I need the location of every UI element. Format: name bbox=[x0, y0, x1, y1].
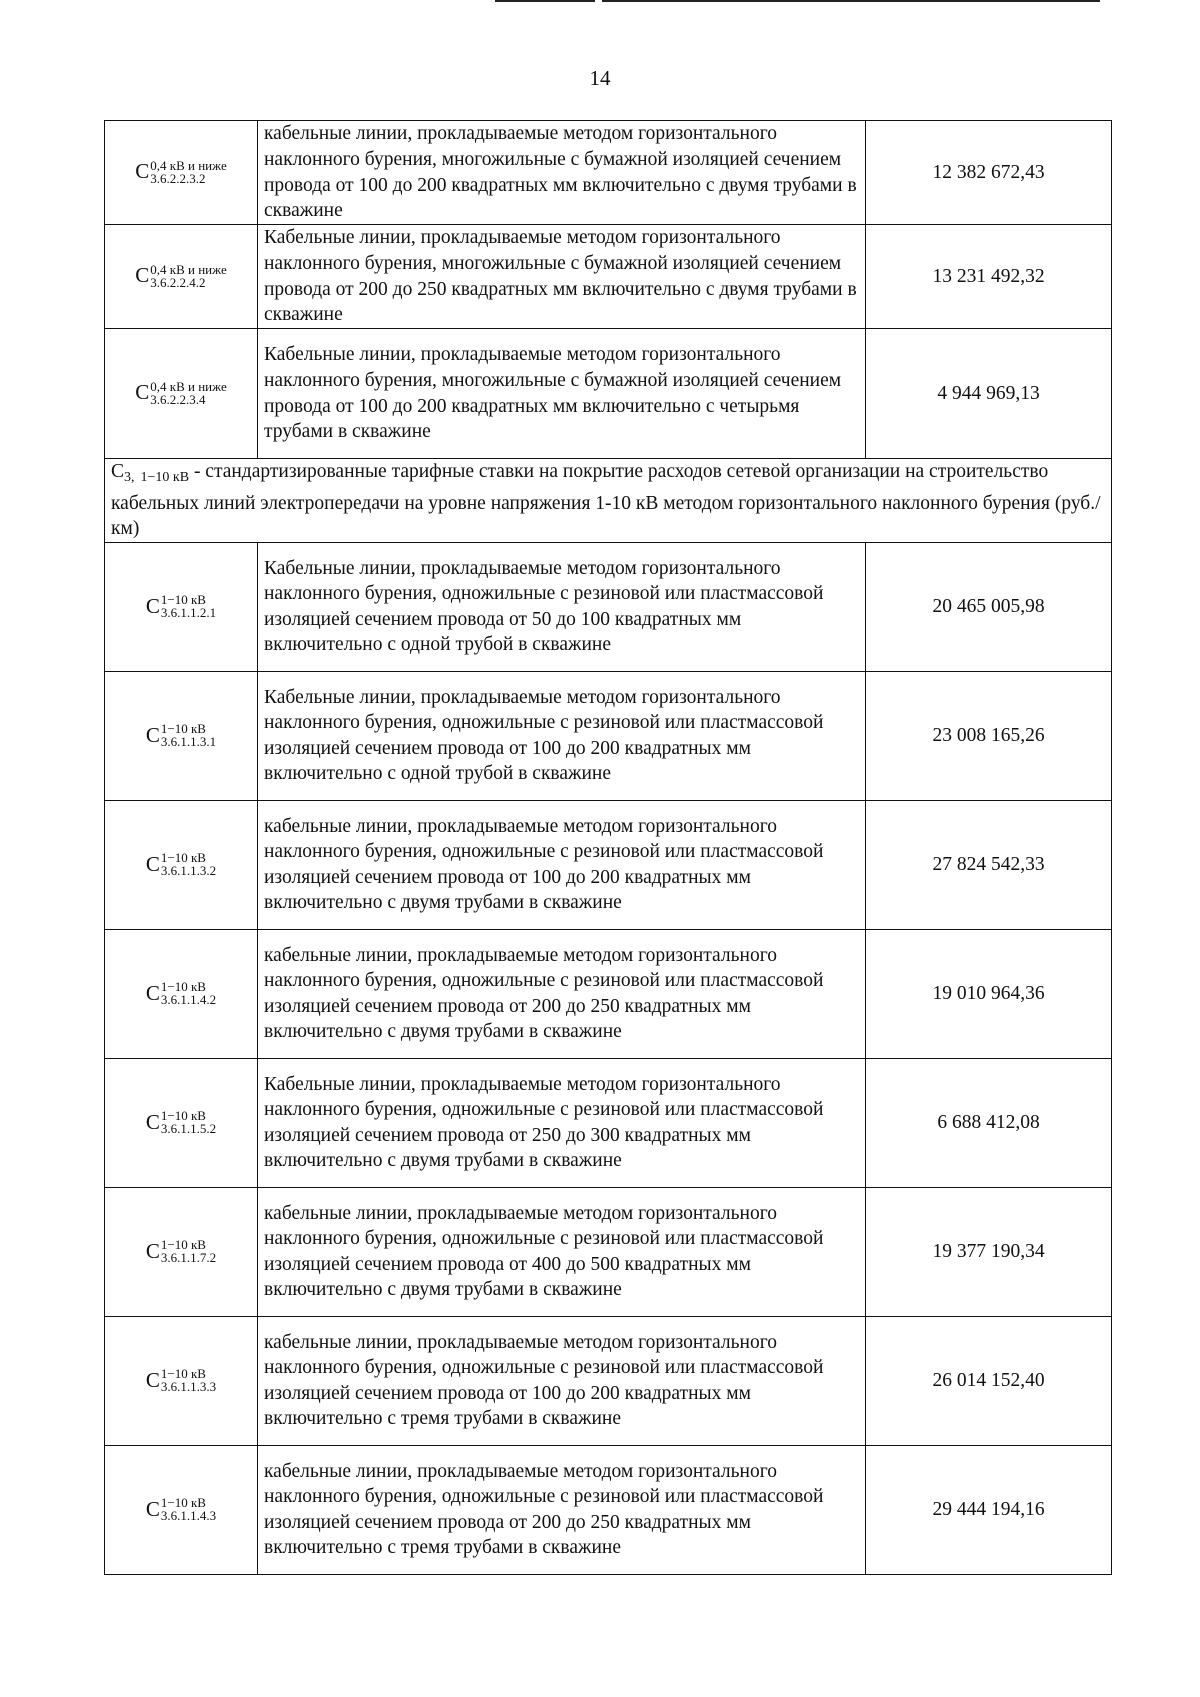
rate-description: кабельные линии, прокладываемые методом горизонтального наклонного бурения, одножильные с резиновой или пластмассовой изоляцией сечением провода от 200 до 250 квадратных мм включительно с двумя трубами в скважине bbox=[258, 929, 866, 1058]
rate-symbol bbox=[135, 263, 226, 289]
table-row bbox=[105, 225, 1112, 329]
rate-code-cell bbox=[105, 121, 258, 225]
section-symbol bbox=[111, 461, 190, 485]
rate-index: 3.6.2.2.3.2 bbox=[150, 171, 206, 187]
rate-code-cell bbox=[105, 1058, 258, 1187]
rate-symbol bbox=[146, 1238, 216, 1264]
rate-symbol-letter: C bbox=[135, 263, 150, 288]
rate-symbol-letter: C bbox=[145, 1109, 160, 1134]
rate-value: 12 382 672,43 bbox=[866, 121, 1112, 225]
rate-code-cell bbox=[105, 800, 258, 929]
rate-description: кабельные линии, прокладываемые методом горизонтального наклонного бурения, одножильные с резиновой или пластмассовой изоляцией сечением провода от 400 до 500 квадратных мм включительно с двумя трубами в скважине bbox=[258, 1187, 866, 1316]
rate-value: 19 010 964,36 bbox=[866, 929, 1112, 1058]
rate-voltage: 0,4 кВ и ниже bbox=[150, 379, 227, 395]
rate-index: 3.6.2.2.3.4 bbox=[150, 392, 206, 408]
rate-symbol-letter: C bbox=[145, 851, 160, 876]
table-row bbox=[105, 329, 1112, 459]
rate-code-cell bbox=[105, 929, 258, 1058]
rate-symbol-letter: C bbox=[145, 1496, 160, 1521]
rate-voltage: 0,4 кВ и ниже bbox=[150, 158, 227, 174]
table-row bbox=[105, 800, 1112, 929]
rate-code-cell bbox=[105, 1445, 258, 1574]
rate-voltage: 1−10 кВ bbox=[160, 592, 206, 608]
rate-voltage: 1−10 кВ bbox=[160, 1495, 206, 1511]
rate-code-cell bbox=[105, 542, 258, 671]
rate-value: 26 014 152,40 bbox=[866, 1316, 1112, 1445]
table-row bbox=[105, 929, 1112, 1058]
rate-description: Кабельные линии, прокладываемые методом горизонтального наклонного бурения, многожильные с бумажной изоляцией сечением провода от 200 до 250 квадратных мм включительно с двумя трубами в скважине bbox=[258, 225, 866, 329]
page-number: 14 bbox=[589, 66, 611, 90]
rate-description: Кабельные линии, прокладываемые методом горизонтального наклонного бурения, одножильные с резиновой или пластмассовой изоляцией сечением провода от 250 до 300 квадратных мм включительно с двумя трубами в скважине bbox=[258, 1058, 866, 1187]
table-row bbox=[105, 1058, 1112, 1187]
rate-value: 19 377 190,34 bbox=[866, 1187, 1112, 1316]
rate-description: кабельные линии, прокладываемые методом горизонтального наклонного бурения, одножильные с резиновой или пластмассовой изоляцией сечением провода от 100 до 200 квадратных мм включительно с двумя трубами в скважине bbox=[258, 800, 866, 929]
table-row bbox=[105, 1445, 1112, 1574]
rate-value: 29 444 194,16 bbox=[866, 1445, 1112, 1574]
section-symbol-voltage: 1−10 кВ bbox=[140, 470, 190, 485]
rate-symbol bbox=[146, 722, 216, 748]
rate-symbol-letter: C bbox=[135, 380, 150, 405]
rate-voltage: 1−10 кВ bbox=[160, 1366, 206, 1382]
rate-voltage: 1−10 кВ bbox=[160, 1108, 206, 1124]
table-row bbox=[105, 1316, 1112, 1445]
section-description: - стандартизированные тарифные ставки на покрытие расходов сетевой организации на строительство кабельных линий электропередачи на уровне напряжения 1-10 кВ методом горизонтального наклонного бурения (руб./км) bbox=[111, 461, 1101, 540]
rate-symbol bbox=[146, 980, 216, 1006]
rate-index: 3.6.1.1.4.3 bbox=[160, 1508, 217, 1524]
rate-value: 4 944 969,13 bbox=[866, 329, 1112, 459]
rate-value: 23 008 165,26 bbox=[866, 671, 1112, 800]
rate-voltage: 1−10 кВ bbox=[160, 979, 206, 995]
rate-index: 3.6.1.1.5.2 bbox=[160, 1121, 217, 1137]
rate-description: кабельные линии, прокладываемые методом горизонтального наклонного бурения, многожильные с бумажной изоляцией сечением провода от 100 до 200 квадратных мм включительно с двумя трубами в скважине bbox=[258, 121, 866, 225]
rate-value: 20 465 005,98 bbox=[866, 542, 1112, 671]
table-row bbox=[105, 121, 1112, 225]
rate-code-cell bbox=[105, 671, 258, 800]
rate-description: Кабельные линии, прокладываемые методом горизонтального наклонного бурения, одножильные с резиновой или пластмассовой изоляцией сечением провода от 100 до 200 квадратных мм включительно с одной трубой в скважине bbox=[258, 671, 866, 800]
rate-description: кабельные линии, прокладываемые методом горизонтального наклонного бурения, одножильные с резиновой или пластмассовой изоляцией сечением провода от 200 до 250 квадратных мм включительно с тремя трубами в скважине bbox=[258, 1445, 866, 1574]
tariff-table bbox=[104, 120, 1112, 1575]
rate-symbol bbox=[146, 1367, 216, 1393]
rate-symbol bbox=[135, 159, 226, 185]
rate-index: 3.6.2.2.4.2 bbox=[150, 275, 206, 291]
rate-symbol bbox=[135, 380, 226, 406]
rate-symbol-letter: C bbox=[145, 1367, 160, 1392]
table-row bbox=[105, 1187, 1112, 1316]
rate-symbol bbox=[146, 593, 216, 619]
rate-code-cell bbox=[105, 329, 258, 459]
rate-symbol-letter: C bbox=[145, 1238, 160, 1263]
rate-voltage: 1−10 кВ bbox=[160, 721, 206, 737]
rate-description: кабельные линии, прокладываемые методом горизонтального наклонного бурения, одножильные с резиновой или пластмассовой изоляцией сечением провода от 100 до 200 квадратных мм включительно с тремя трубами в скважине bbox=[258, 1316, 866, 1445]
rate-symbol bbox=[146, 1496, 216, 1522]
scan-edge-line-right bbox=[602, 0, 1100, 2]
rate-symbol-letter: C bbox=[135, 159, 150, 184]
rate-index: 3.6.1.1.7.2 bbox=[160, 1250, 217, 1266]
table-row bbox=[105, 542, 1112, 671]
rate-index: 3.6.1.1.3.1 bbox=[160, 734, 217, 750]
table-row bbox=[105, 671, 1112, 800]
section-symbol-letter: C bbox=[111, 461, 125, 482]
rate-symbol bbox=[146, 851, 216, 877]
rate-voltage: 0,4 кВ и ниже bbox=[150, 262, 227, 278]
rate-value: 13 231 492,32 bbox=[866, 225, 1112, 329]
rate-code-cell bbox=[105, 1187, 258, 1316]
rate-code-cell bbox=[105, 1316, 258, 1445]
section-header bbox=[105, 459, 1112, 543]
rate-voltage: 1−10 кВ bbox=[160, 850, 206, 866]
rate-index: 3.6.1.1.4.2 bbox=[160, 992, 217, 1008]
rate-description: Кабельные линии, прокладываемые методом горизонтального наклонного бурения, многожильные с бумажной изоляцией сечением провода от 100 до 200 квадратных мм включительно с четырьмя трубами в скважине bbox=[258, 329, 866, 459]
rate-code-cell bbox=[105, 225, 258, 329]
scan-edge-line-left bbox=[495, 0, 595, 2]
rate-index: 3.6.1.1.3.2 bbox=[160, 863, 217, 879]
rate-description: Кабельные линии, прокладываемые методом горизонтального наклонного бурения, одножильные с резиновой или пластмассовой изоляцией сечением провода от 50 до 100 квадратных мм включительно с одной трубой в скважине bbox=[258, 542, 866, 671]
section-header-row bbox=[105, 459, 1112, 543]
section-symbol-index: 3, bbox=[124, 470, 135, 485]
rate-symbol-letter: C bbox=[145, 722, 160, 747]
rate-value: 27 824 542,33 bbox=[866, 800, 1112, 929]
rate-index: 3.6.1.1.3.3 bbox=[160, 1379, 217, 1395]
rate-value: 6 688 412,08 bbox=[866, 1058, 1112, 1187]
rate-symbol-letter: C bbox=[145, 980, 160, 1005]
rate-index: 3.6.1.1.2.1 bbox=[160, 605, 217, 621]
rate-symbol bbox=[146, 1109, 216, 1135]
rate-voltage: 1−10 кВ bbox=[160, 1237, 206, 1253]
rate-symbol-letter: C bbox=[145, 593, 160, 618]
